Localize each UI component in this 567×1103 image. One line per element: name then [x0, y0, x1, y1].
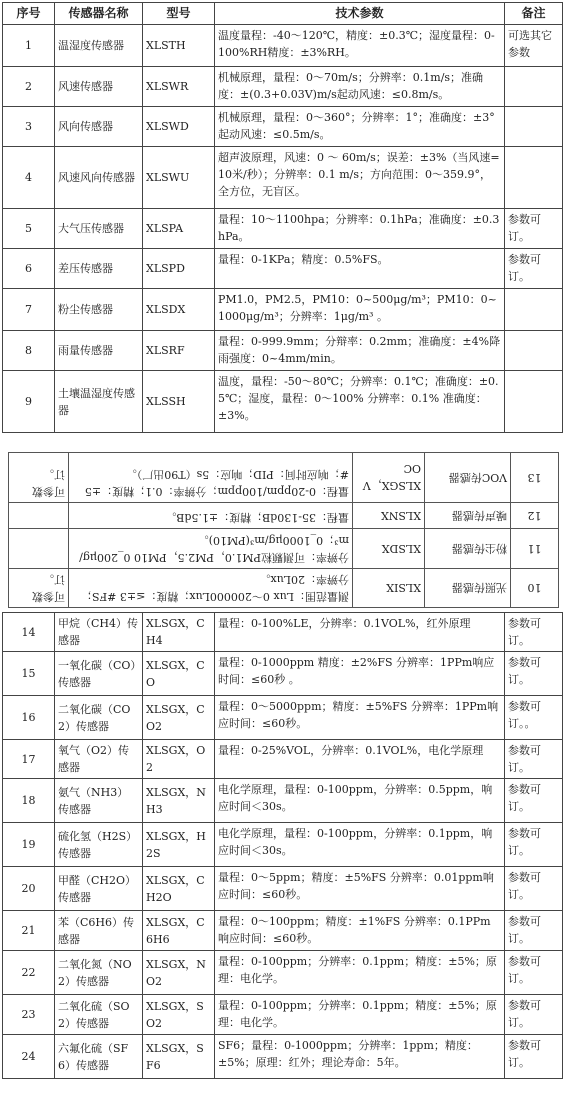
- cell-params: 量程：0～5000ppm；精度：±5%FS 分辨率：1PPm响应时间：≤60秒。: [215, 696, 505, 740]
- table-row: [3, 867, 563, 911]
- cell-remark: [505, 67, 563, 107]
- table-row: [3, 107, 563, 147]
- table-row: [3, 951, 563, 995]
- cell-no: 22: [3, 951, 55, 995]
- table-row: [9, 569, 559, 608]
- cell-model: XLSTH: [143, 25, 215, 67]
- cell-no: 20: [3, 867, 55, 911]
- cell-params: 量程：0～5ppm；精度：±5%FS 分辨率：0.01ppm响应时间：≤60秒。: [215, 867, 505, 911]
- cell-model: XLSPD: [143, 249, 215, 289]
- table-row: [3, 209, 563, 249]
- cell-params: 测量范围：Lux 0～200000Lux；精度：≤±3 #FS；分辨率：20Lux。: [69, 569, 353, 608]
- cell-name: 六氟化硫（SF6）传感器: [55, 1035, 143, 1079]
- cell-remark: [9, 529, 69, 569]
- cell-params: 温度，量程：-50～80℃；分辨率：0.1℃；准确度：±0.5℃；湿度，量程：0～100% 分辨率：0.1% 准确度：±3%。: [215, 371, 505, 433]
- cell-remark: 可选其它参数: [505, 25, 563, 67]
- cell-params: 温度量程：-40～120℃，精度：±0.3℃；湿度量程：0-100%RH精度：±3%RH。: [215, 25, 505, 67]
- cell-model: XLSIX: [353, 569, 425, 608]
- cell-params: 电化学原理，量程：0-100ppm，分辨率：0.1ppm，响应时间＜30s。: [215, 823, 505, 867]
- cell-no: 7: [3, 289, 55, 331]
- sensor-table-inverted: [8, 452, 559, 608]
- cell-remark: [505, 289, 563, 331]
- cell-remark: 参数可订。: [505, 740, 563, 779]
- cell-params: 机械原理，量程：0～70m/s；分辨率：0.1m/s；准确度：±(0.3+0.03V)m/s起动风速：≤0.8m/s。: [215, 67, 505, 107]
- cell-name: 氨气（NH3）传感器: [55, 779, 143, 823]
- cell-remark: 参数可订。: [505, 613, 563, 652]
- table-row: [3, 779, 563, 823]
- cell-params: 量程：10～1100hpa；分辨率：0.1hPa；准确度：±0.3hPa。: [215, 209, 505, 249]
- cell-model: XLSGX，O2: [143, 740, 215, 779]
- cell-model: XLSNX: [353, 503, 425, 529]
- table-header-row: [3, 3, 563, 25]
- cell-name: 风速传感器: [55, 67, 143, 107]
- cell-no: 5: [3, 209, 55, 249]
- table-row: [3, 696, 563, 740]
- header-no: 序号: [3, 3, 55, 25]
- cell-model: XLSPA: [143, 209, 215, 249]
- cell-no: 10: [511, 569, 559, 608]
- cell-name: 二氧化硫（SO2）传感器: [55, 995, 143, 1035]
- cell-model: XLSGX，CO: [143, 652, 215, 696]
- table-row: [3, 249, 563, 289]
- cell-no: 14: [3, 613, 55, 652]
- cell-name: 噪声传感器: [425, 503, 511, 529]
- cell-remark: 可参数订。: [9, 453, 69, 503]
- cell-no: 9: [3, 371, 55, 433]
- cell-no: 2: [3, 67, 55, 107]
- table-row: [9, 453, 559, 503]
- cell-model: XLSGX，VOC: [353, 453, 425, 503]
- cell-remark: [505, 331, 563, 371]
- cell-model: XLSDX: [353, 529, 425, 569]
- cell-no: 15: [3, 652, 55, 696]
- cell-model: XLSGX，C6H6: [143, 911, 215, 951]
- table-row: [3, 331, 563, 371]
- cell-no: 6: [3, 249, 55, 289]
- cell-params: 量程：0-20ppm/100ppm；分辨率：0.1；精度：±5#；响应时间：PID；响应：5s（T90出厂）。: [69, 453, 353, 503]
- cell-remark: 参数可订。: [505, 951, 563, 995]
- cell-no: 3: [3, 107, 55, 147]
- cell-remark: 参数可订。: [505, 209, 563, 249]
- cell-model: XLSGX，CH4: [143, 613, 215, 652]
- cell-no: 13: [511, 453, 559, 503]
- cell-params: 分辨率：可测颗粒PM1.0，PM2.5，PM10 0_200μg/m³；0_1000μg/m³(PM10)。: [69, 529, 353, 569]
- cell-params: 量程：35-130dB；精度：±1.5dB。: [69, 503, 353, 529]
- cell-no: 23: [3, 995, 55, 1035]
- cell-no: 24: [3, 1035, 55, 1079]
- cell-model: XLSGX，CH2O: [143, 867, 215, 911]
- cell-no: 8: [3, 331, 55, 371]
- cell-model: XLSDX: [143, 289, 215, 331]
- cell-params: 超声波原理，风速：0 ～ 60m/s；误差：±3%（当风速=10米/秒）；分辨率：0.1 m/s；方向范围：0～359.9°，全方位，无盲区。: [215, 147, 505, 209]
- cell-name: 土壤温湿度传感器: [55, 371, 143, 433]
- cell-name: 光照传感器: [425, 569, 511, 608]
- cell-remark: 参数可订。: [505, 779, 563, 823]
- cell-name: 大气压传感器: [55, 209, 143, 249]
- cell-params: 量程：0-1000ppm 精度：±2%FS 分辨率：1PPm响应时间：≤60秒 。: [215, 652, 505, 696]
- cell-no: 11: [511, 529, 559, 569]
- cell-remark: [505, 147, 563, 209]
- cell-remark: 参数可订。: [505, 1035, 563, 1079]
- header-remark: 备注: [505, 3, 563, 25]
- cell-name: 二氧化氮（NO2）传感器: [55, 951, 143, 995]
- cell-name: 氧气（O2）传感器: [55, 740, 143, 779]
- cell-remark: 参数可订。: [505, 867, 563, 911]
- cell-model: XLSWR: [143, 67, 215, 107]
- cell-remark: 参数可订。: [505, 995, 563, 1035]
- cell-name: 粉尘传感器: [55, 289, 143, 331]
- cell-model: XLSGX，H2S: [143, 823, 215, 867]
- table-row: [3, 911, 563, 951]
- cell-params: 量程：0-100%LE，分辨率：0.1VOL%，红外原理: [215, 613, 505, 652]
- cell-no: 12: [511, 503, 559, 529]
- cell-name: VOC传感器: [425, 453, 511, 503]
- cell-no: 19: [3, 823, 55, 867]
- header-name: 传感器名称: [55, 3, 143, 25]
- table-row: [3, 652, 563, 696]
- cell-model: XLSGX，NH3: [143, 779, 215, 823]
- cell-remark: 参数可订。: [505, 823, 563, 867]
- cell-name: 甲烷（CH4）传感器: [55, 613, 143, 652]
- cell-remark: [505, 371, 563, 433]
- cell-remark: [9, 503, 69, 529]
- cell-model: XLSWD: [143, 107, 215, 147]
- cell-name: 温湿度传感器: [55, 25, 143, 67]
- cell-name: 粉尘传感器: [425, 529, 511, 569]
- cell-name: 一氧化碳（CO）传感器: [55, 652, 143, 696]
- cell-model: XLSGX，SO2: [143, 995, 215, 1035]
- cell-remark: 可参数订。: [9, 569, 69, 608]
- cell-no: 21: [3, 911, 55, 951]
- cell-name: 雨量传感器: [55, 331, 143, 371]
- table-row: [3, 823, 563, 867]
- table-row: [3, 371, 563, 433]
- cell-no: 17: [3, 740, 55, 779]
- cell-params: SF6；量程：0-1000ppm；分辨率：1ppm；精度：±5%；原理：红外；理论寿命：5年。: [215, 1035, 505, 1079]
- cell-no: 18: [3, 779, 55, 823]
- cell-remark: 参数可订。。: [505, 696, 563, 740]
- cell-remark: 参数可订。: [505, 911, 563, 951]
- header-model: 型号: [143, 3, 215, 25]
- table-row: [3, 25, 563, 67]
- table-row: [3, 613, 563, 652]
- cell-params: 量程：0-25%VOL，分辨率：0.1VOL%，电化学原理: [215, 740, 505, 779]
- table-row: [3, 147, 563, 209]
- cell-model: XLSWU: [143, 147, 215, 209]
- cell-params: 量程：0-100ppm；分辨率：0.1ppm；精度：±5%；原理：电化学。: [215, 951, 505, 995]
- cell-params: 量程：0～100ppm；精度：±1%FS 分辨率：0.1PPm 响应时间：≤60秒。: [215, 911, 505, 951]
- cell-name: 风向传感器: [55, 107, 143, 147]
- cell-no: 4: [3, 147, 55, 209]
- cell-model: XLSGX，NO2: [143, 951, 215, 995]
- cell-model: XLSRF: [143, 331, 215, 371]
- cell-remark: 参数可订。: [505, 249, 563, 289]
- cell-model: XLSGX，SF6: [143, 1035, 215, 1079]
- table-row: [3, 67, 563, 107]
- cell-model: XLSSH: [143, 371, 215, 433]
- cell-params: PM1.0，PM2.5，PM10：0~500μg/m³；PM10：0~1000μg/m³；分辨率：1μg/m³ 。: [215, 289, 505, 331]
- cell-name: 甲醛（CH2O）传感器: [55, 867, 143, 911]
- cell-params: 量程：0-999.9mm；分辩率：0.2mm；准确度：±4%降雨强度：0~4mm/min。: [215, 331, 505, 371]
- table-row: [3, 995, 563, 1035]
- cell-name: 差压传感器: [55, 249, 143, 289]
- cell-model: XLSGX，CO2: [143, 696, 215, 740]
- cell-remark: 参数可订。: [505, 652, 563, 696]
- header-params: 技术参数: [215, 3, 505, 25]
- table-row: [9, 529, 559, 569]
- cell-name: 二氧化碳（CO2）传感器: [55, 696, 143, 740]
- cell-name: 硫化氢（H2S）传感器: [55, 823, 143, 867]
- cell-remark: [505, 107, 563, 147]
- cell-name: 风速风向传感器: [55, 147, 143, 209]
- table-row: [3, 740, 563, 779]
- cell-params: 电化学原理，量程：0-100ppm，分辨率：0.5ppm，响 应时间＜30s。: [215, 779, 505, 823]
- cell-no: 1: [3, 25, 55, 67]
- cell-params: 量程：0-100ppm；分辨率：0.1ppm；精度：±5%；原理：电化学。: [215, 995, 505, 1035]
- table-row: [9, 503, 559, 529]
- cell-params: 量程：0-1KPa；精度：0.5%FS。: [215, 249, 505, 289]
- table-row: [3, 1035, 563, 1079]
- cell-name: 苯（C6H6）传感器: [55, 911, 143, 951]
- table-row: [3, 289, 563, 331]
- cell-params: 机械原理，量程：0～360°；分辨率：1°；准确度：±3° 起动风速：≤0.5m/s。: [215, 107, 505, 147]
- sensor-table-top: [2, 2, 563, 433]
- cell-no: 16: [3, 696, 55, 740]
- sensor-table-bottom: [2, 612, 563, 1079]
